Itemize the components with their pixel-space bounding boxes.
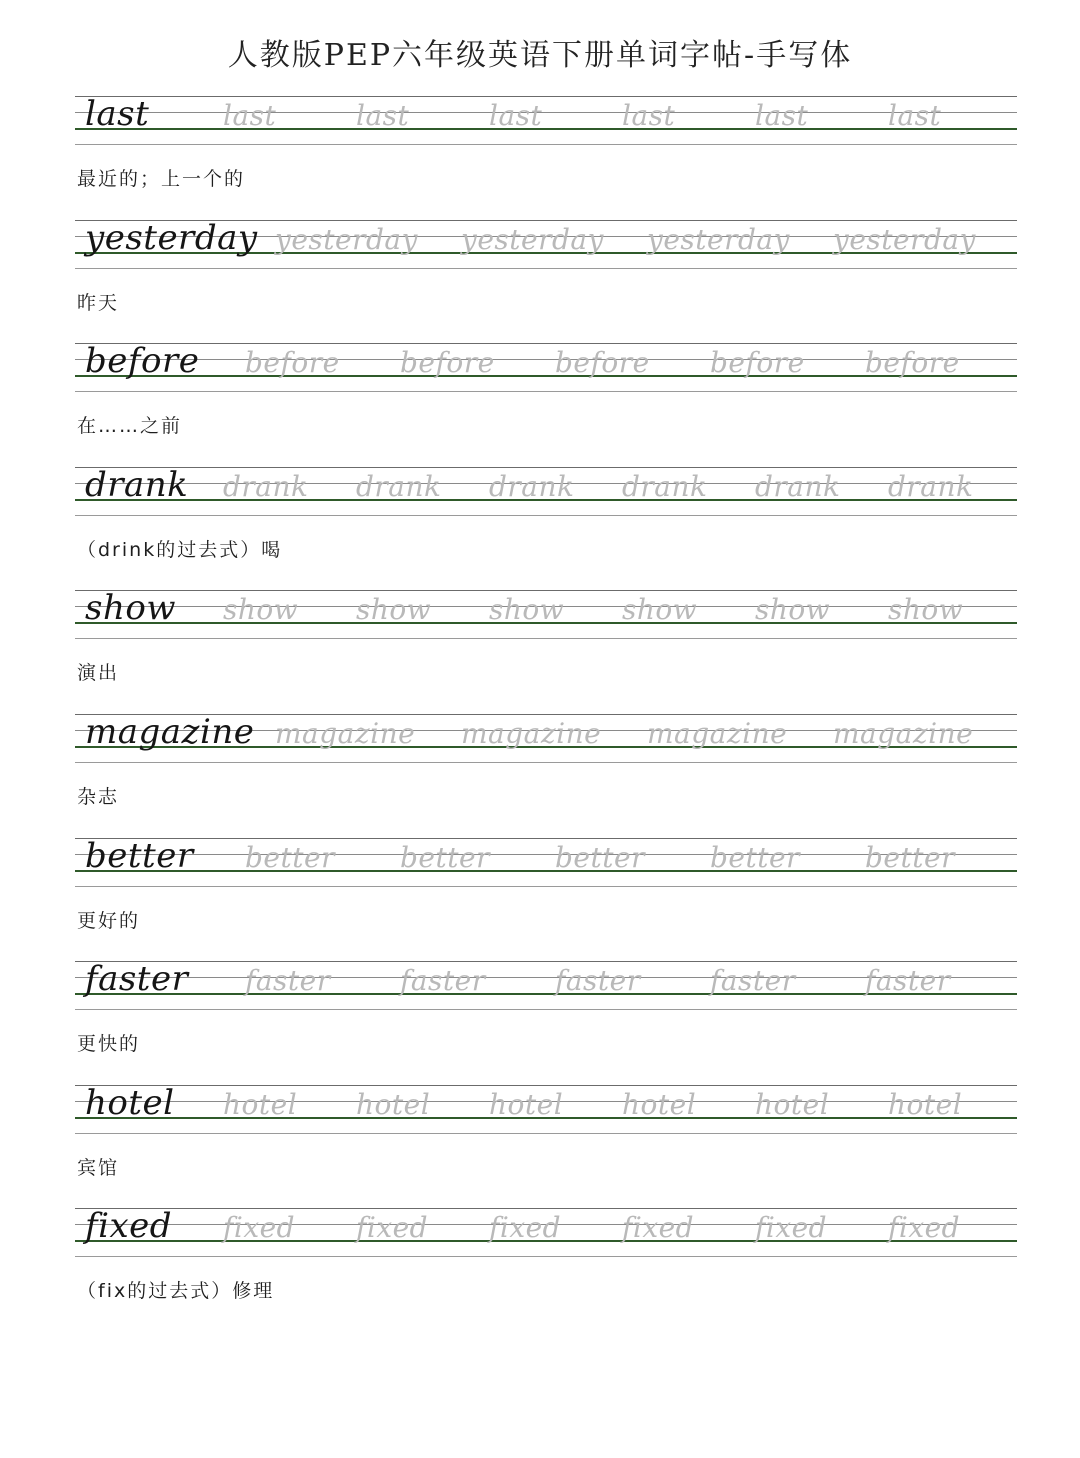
word-entry-show: [75, 590, 1017, 712]
trace-words: [75, 220, 1017, 270]
trace-word: better: [710, 841, 800, 874]
word-model: magazine: [85, 712, 255, 752]
trace-word: yesterday: [461, 223, 604, 256]
word-model: last: [85, 94, 150, 134]
trace-word: faster: [865, 964, 951, 997]
page-title: 人教版PEP六年级英语下册单词字帖-手写体: [227, 38, 853, 73]
trace-word: drank: [755, 470, 841, 503]
word-entry-last: [75, 96, 1017, 218]
trace-word: last: [888, 99, 942, 132]
trace-word: show: [755, 593, 831, 626]
trace-words: [75, 714, 1017, 764]
trace-word: before: [400, 346, 495, 379]
word-entry-faster: [75, 961, 1017, 1083]
trace-word: last: [356, 99, 410, 132]
trace-word: faster: [400, 964, 486, 997]
trace-word: show: [489, 593, 565, 626]
word-entry-hotel: [75, 1085, 1017, 1207]
trace-word: show: [888, 593, 964, 626]
word-meaning: 最近的；上一个的: [77, 168, 246, 190]
trace-word: show: [223, 593, 299, 626]
word-meaning: （fix的过去式）修理: [77, 1280, 275, 1302]
trace-word: before: [245, 346, 340, 379]
trace-word: faster: [555, 964, 641, 997]
trace-word: hotel: [356, 1088, 431, 1121]
trace-word: hotel: [223, 1088, 298, 1121]
trace-word: fixed: [888, 1211, 961, 1244]
trace-word: hotel: [888, 1088, 963, 1121]
word-meaning: 杂志: [77, 786, 120, 808]
word-entry-magazine: [75, 714, 1017, 836]
trace-word: faster: [710, 964, 796, 997]
trace-word: fixed: [489, 1211, 562, 1244]
trace-word: last: [223, 99, 277, 132]
trace-word: drank: [888, 470, 974, 503]
trace-word: fixed: [622, 1211, 695, 1244]
word-entry-fixed: [75, 1208, 1017, 1330]
trace-word: magazine: [461, 717, 602, 750]
trace-words: [75, 590, 1017, 640]
trace-word: magazine: [275, 717, 416, 750]
word-model: fixed: [85, 1206, 173, 1246]
trace-word: yesterday: [275, 223, 418, 256]
trace-word: better: [555, 841, 645, 874]
word-meaning: （drink的过去式）喝: [77, 539, 283, 561]
trace-word: show: [356, 593, 432, 626]
trace-words: [75, 1085, 1017, 1135]
word-model: drank: [85, 465, 189, 505]
word-meaning: 在……之前: [77, 415, 183, 437]
word-entry-drank: [75, 467, 1017, 589]
trace-words: [75, 1208, 1017, 1258]
trace-word: fixed: [223, 1211, 296, 1244]
trace-word: fixed: [755, 1211, 828, 1244]
word-meaning: 宾馆: [77, 1157, 120, 1179]
trace-word: before: [710, 346, 805, 379]
trace-word: better: [400, 841, 490, 874]
trace-word: last: [622, 99, 676, 132]
trace-word: hotel: [622, 1088, 697, 1121]
trace-words: [75, 343, 1017, 393]
trace-words: [75, 96, 1017, 146]
word-entry-before: [75, 343, 1017, 465]
trace-word: before: [555, 346, 650, 379]
trace-word: drank: [223, 470, 309, 503]
word-meaning: 更好的: [77, 910, 141, 932]
word-model: faster: [85, 959, 189, 999]
trace-word: better: [245, 841, 335, 874]
word-model: hotel: [85, 1083, 175, 1123]
trace-word: faster: [245, 964, 331, 997]
trace-word: hotel: [755, 1088, 830, 1121]
word-meaning: 昨天: [77, 292, 120, 314]
trace-word: drank: [356, 470, 442, 503]
trace-word: better: [865, 841, 955, 874]
word-model: before: [85, 341, 200, 381]
word-entry-yesterday: [75, 220, 1017, 342]
trace-words: [75, 838, 1017, 888]
trace-word: fixed: [356, 1211, 429, 1244]
trace-word: magazine: [833, 717, 974, 750]
word-entry-better: [75, 838, 1017, 960]
trace-word: drank: [489, 470, 575, 503]
trace-words: [75, 467, 1017, 517]
trace-word: yesterday: [647, 223, 790, 256]
trace-word: last: [755, 99, 809, 132]
trace-word: drank: [622, 470, 708, 503]
word-meaning: 更快的: [77, 1033, 141, 1055]
word-model: yesterday: [85, 218, 258, 258]
trace-word: before: [865, 346, 960, 379]
trace-word: hotel: [489, 1088, 564, 1121]
trace-words: [75, 961, 1017, 1011]
trace-word: show: [622, 593, 698, 626]
word-model: show: [85, 588, 176, 628]
trace-word: last: [489, 99, 543, 132]
trace-word: magazine: [647, 717, 788, 750]
trace-word: yesterday: [833, 223, 976, 256]
word-meaning: 演出: [77, 662, 120, 684]
word-model: better: [85, 836, 194, 876]
